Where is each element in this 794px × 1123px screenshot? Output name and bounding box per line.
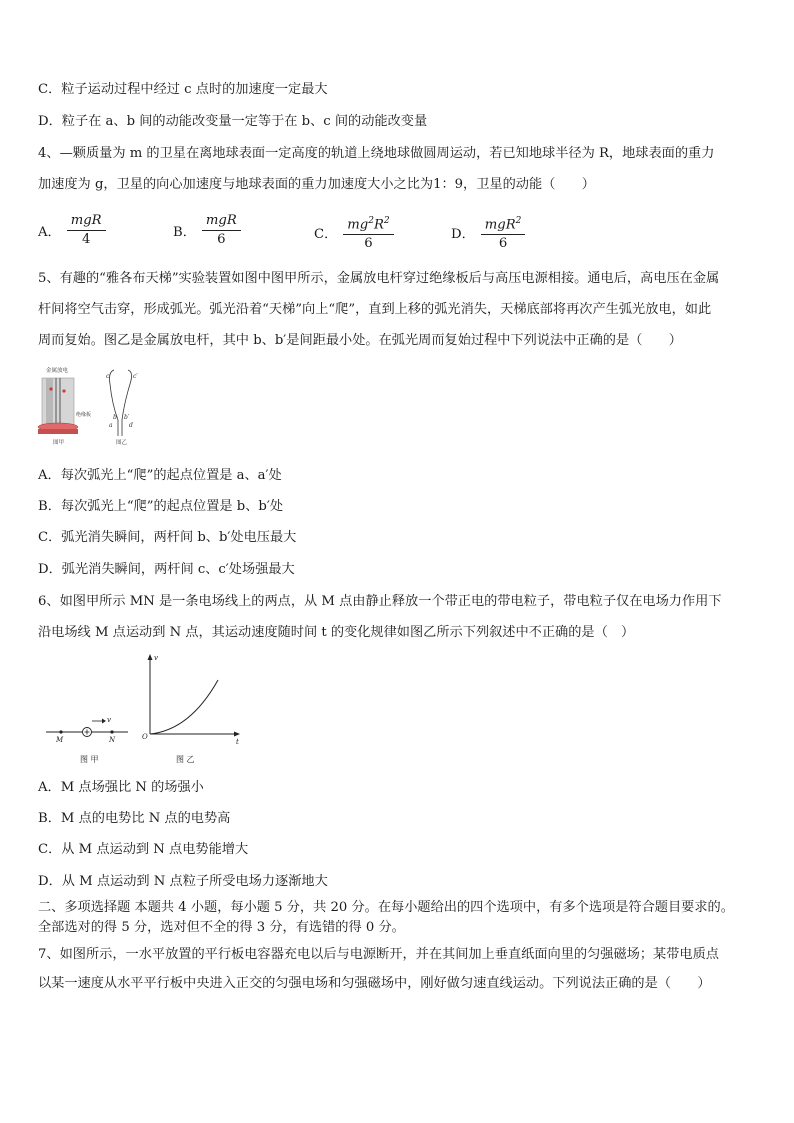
- numerator-part: mgR: [484, 217, 516, 233]
- q3-option-c: C．粒子运动过程中经过 c 点时的加速度一定最大: [38, 82, 328, 97]
- denominator: 6: [217, 232, 226, 247]
- fraction: [343, 212, 393, 253]
- q5-stem-line3: 周而复始。图乙是金属放电杆，其中 b、b′是间距最小处。在弧光周而复始过程中下列说法中正确的是（ ）: [38, 333, 682, 348]
- option-label: A．: [38, 225, 61, 240]
- q4-stem-line1: 4、—颗质量为 m 的卫星在离地球表面一定高度的轨道上绕地球做圆周运动，若已知地球半径为 R，地球表面的重力: [38, 146, 715, 161]
- numerator: mgR: [202, 212, 241, 231]
- point-a: a: [109, 422, 113, 429]
- caption-yi: 图 乙: [176, 755, 195, 764]
- q5-option-b: B．每次弧光上“爬”的起点位置是 b、b′处: [38, 499, 284, 514]
- option-label: D．: [451, 227, 475, 243]
- denominator: 6: [498, 236, 508, 252]
- section-2-heading-line1: 二、多项选择题 本题共 4 小题，每小题 5 分，共 20 分。在每小题给出的四个选项中，有多个选项是符合题目要求的。: [38, 900, 734, 915]
- q6-option-b: B．M 点的电势比 N 点的电势高: [38, 811, 231, 826]
- base: [38, 429, 78, 434]
- q4-option-a: [38, 212, 106, 249]
- numerator: mgR: [67, 212, 106, 231]
- velocity-arrowhead: [102, 719, 106, 724]
- q4-option-c: [314, 212, 394, 253]
- point-b: b: [113, 414, 117, 421]
- exponent: 2: [383, 216, 390, 226]
- denominator: 6: [364, 236, 373, 252]
- jacob-ladder-figure: [36, 364, 161, 450]
- arc-dot: [62, 389, 65, 392]
- fraction: [481, 212, 526, 253]
- q6-option-d: D．从 M 点运动到 N 点粒子所受电场力逐渐地大: [38, 874, 328, 889]
- arc-dot: [49, 387, 52, 390]
- point-b-prime: b′: [124, 414, 130, 421]
- q6-stem-line2: 沿电场线 M 点运动到 N 点，其运动速度随时间 t 的变化规律如图乙所示下列叙述中不正确的是（ ）: [38, 625, 635, 640]
- v-axis-label: v: [154, 654, 158, 662]
- origin-label: O: [142, 733, 148, 741]
- option-label: B．: [173, 225, 196, 240]
- q6-stem-line1: 6、如图甲所示 MN 是一条电场线上的两点，从 M 点由静止释放一个带正电的带电粒子，带电粒子仅在电场力作用下: [38, 594, 722, 609]
- numerator-part: R: [373, 217, 384, 233]
- q4-options: [38, 212, 758, 256]
- caption-jia: 图 甲: [80, 755, 99, 764]
- q4-option-d: [451, 212, 525, 253]
- q4-stem-line2: 加速度为 g，卫星的向心加速度与地球表面的重力加速度大小之比为1：9，卫星的动能（ ）: [38, 177, 595, 192]
- field-line-figure: [40, 650, 245, 768]
- t-axis-arrow: [234, 732, 240, 737]
- numerator: [481, 212, 526, 235]
- q6-option-c: C．从 M 点运动到 N 点电势能增大: [38, 842, 249, 857]
- v-axis-arrow: [148, 654, 153, 660]
- q6-option-a: A．M 点场强比 N 的场强小: [38, 780, 204, 795]
- q5-option-d: D．弧光消失瞬间，两杆间 c、c′处场强最大: [38, 562, 295, 577]
- section-2-heading-line2: 全部选对的得 5 分，选对但不全的得 3 分，有选错的得 0 分。: [38, 920, 405, 935]
- label-m: M: [56, 736, 64, 744]
- numerator: [343, 212, 393, 235]
- q7-stem-line1: 7、如图所示，一水平放置的平行板电容器充电以后与电源断开，并在其间加上垂直纸面向里的匀强磁场；某带电质点: [38, 947, 719, 962]
- rod-label: 金属放电: [46, 368, 69, 374]
- fraction: [202, 212, 241, 249]
- velocity-curve: [150, 680, 218, 734]
- plate-label: 绝缘板: [76, 412, 92, 418]
- exponent: 2: [368, 216, 374, 226]
- q7-stem-line2: 以某一速度从水平平行板中央进入正交的匀强电场和匀强磁场中，刚好做匀速直线运动。下列说法正确的是（ ）: [38, 976, 711, 991]
- exponent: 2: [515, 216, 522, 226]
- option-label: C．: [314, 227, 338, 243]
- q3-option-d: D．粒子在 a、b 间的动能改变量一定等于在 b、c 间的动能改变量: [38, 114, 428, 129]
- point-d: d: [129, 422, 133, 429]
- q5-stem-line1: 5、有趣的“雅各布天梯”实验装置如图中图甲所示，金属放电杆穿过绝缘板后与高压电源相接。通电后，高电压在金属: [38, 271, 720, 286]
- q5-stem-line2: 杆间将空气击穿，形成弧光。弧光沿着“天梯”向上“爬”，直到上移的弧光消失，天梯底部将再次产生弧光放电，如此: [38, 302, 712, 317]
- numerator-part: mg: [347, 217, 369, 233]
- q4-option-b: [173, 212, 241, 249]
- caption-yi: 图乙: [116, 440, 128, 446]
- point-n-dot: [110, 730, 113, 733]
- denominator: 4: [81, 232, 91, 247]
- q5-option-a: A．每次弧光上“爬”的起点位置是 a、a′处: [38, 468, 282, 483]
- q5-option-c: C．弧光消失瞬间，两杆间 b、b′处电压最大: [38, 530, 297, 545]
- point-c: c: [106, 373, 110, 380]
- point-c-prime: c′: [133, 373, 138, 380]
- caption-jia: 图甲: [53, 440, 65, 446]
- tube-shade: [46, 378, 53, 426]
- t-axis-label: t: [236, 738, 239, 746]
- fraction: [67, 212, 106, 249]
- label-n: N: [109, 736, 116, 744]
- point-m-dot: [59, 730, 62, 733]
- velocity-label: v: [107, 716, 111, 724]
